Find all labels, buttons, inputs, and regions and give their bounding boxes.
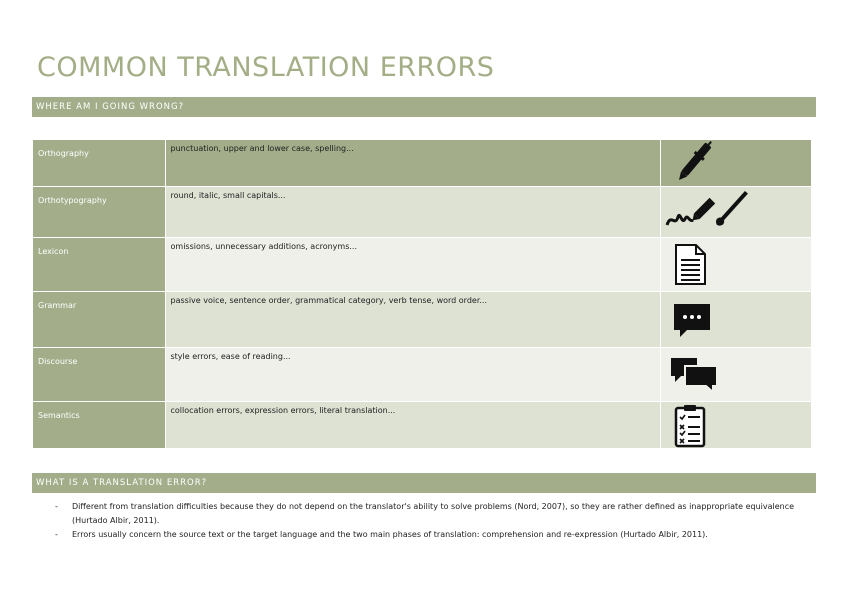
description-lexicon: omissions, unnecessary additions, acronyms... <box>165 237 660 291</box>
table-row <box>33 237 811 291</box>
description-discourse: style errors, ease of reading... <box>165 347 660 401</box>
bullet-text: Different from translation difficulties because they do not depend on the translator's ability to solve problems (Nord, 2007), so they are rather defined as inappropriate equivalence (Hurtado Albir, 2011). <box>72 502 795 525</box>
chat-bubble-icon <box>661 292 721 344</box>
category-grammar: Grammar <box>33 291 165 347</box>
list-item <box>55 528 815 542</box>
table-row <box>33 291 811 347</box>
definition-list <box>55 500 815 542</box>
list-item <box>55 500 815 528</box>
section-heading-what-is-error: WHAT IS A TRANSLATION ERROR? <box>32 473 816 493</box>
document-icon <box>661 238 721 288</box>
description-semantics: collocation errors, expression errors, literal translation... <box>165 401 660 448</box>
description-orthography: punctuation, upper and lower case, spelling... <box>165 140 660 186</box>
conversation-icon <box>661 348 721 398</box>
description-grammar: passive voice, sentence order, grammatical category, verb tense, word order... <box>165 291 660 347</box>
bullet-marker: - <box>55 502 58 511</box>
bullet-marker: - <box>55 530 58 539</box>
signature-brush-icon <box>661 187 761 235</box>
category-semantics: Semantics <box>33 401 165 448</box>
pen-icon <box>661 140 721 184</box>
table-row <box>33 140 811 186</box>
section-heading-where-wrong: WHERE AM I GOING WRONG? <box>32 97 816 117</box>
category-orthography: Orthography <box>33 140 165 186</box>
category-orthotypography: Orthotypography <box>33 186 165 237</box>
description-orthotypography: round, italic, small capitals... <box>165 186 660 237</box>
table-row <box>33 186 811 237</box>
table-row <box>33 347 811 401</box>
page-title: COMMON TRANSLATION ERRORS <box>37 52 495 83</box>
category-discourse: Discourse <box>33 347 165 401</box>
category-lexicon: Lexicon <box>33 237 165 291</box>
table-row <box>33 401 811 448</box>
errors-table <box>33 140 811 449</box>
clipboard-checklist-icon <box>661 402 721 448</box>
bullet-text: Errors usually concern the source text or the target language and the two main phases of translation: comprehension and re-expression (Hurtado Albir, 2011). <box>72 530 708 539</box>
